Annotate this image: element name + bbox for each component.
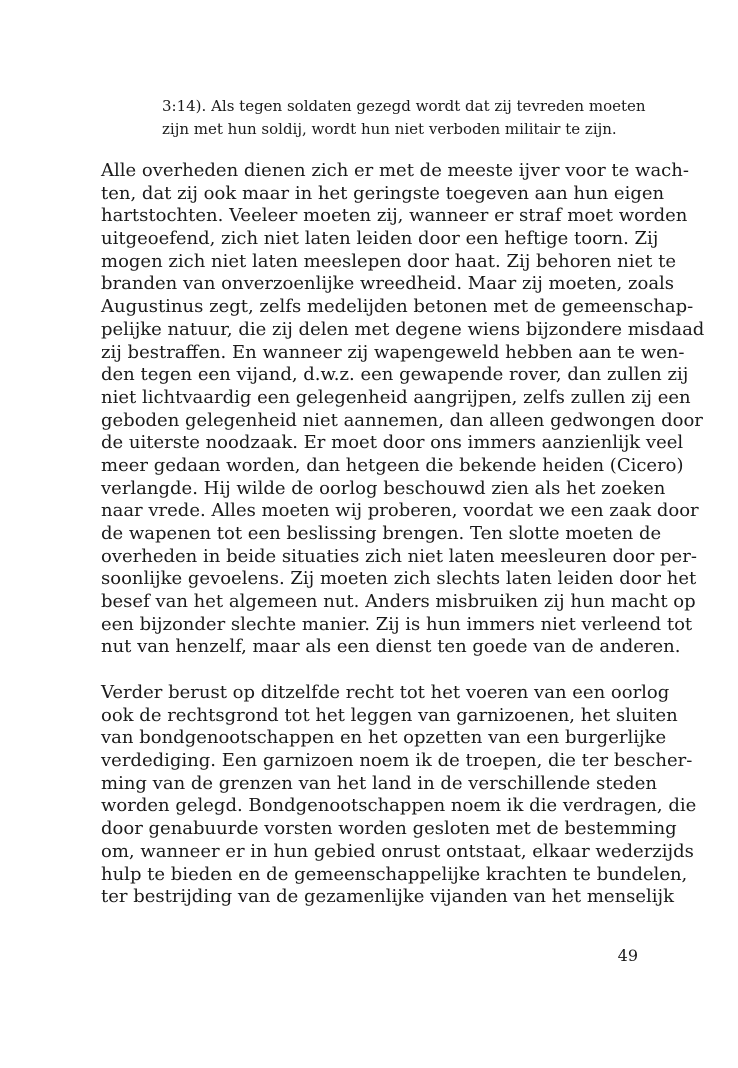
text-line: geboden gelegenheid niet aannemen, dan alleen gedwongen door bbox=[101, 409, 703, 431]
text-line: mogen zich niet laten meeslepen door haat. Zij behoren niet te bbox=[101, 250, 677, 272]
quote-line: 3:14). Als tegen soldaten gezegd wordt dat zij tevreden moeten bbox=[162, 97, 646, 115]
text-line: Augustinus zegt, zelfs medelijden betonen met de gemeenschap- bbox=[101, 296, 694, 318]
text-line: de uiterste noodzaak. Er moet door ons immers aanzienlijk veel bbox=[101, 432, 684, 454]
text-line: branden van onverzoenlijke wreedheid. Maar zij moeten, zoals bbox=[101, 273, 675, 295]
page-number: 49 bbox=[617, 946, 638, 965]
text-line: hartstochten. Veeleer moeten zij, wanneer er straf moet worden bbox=[101, 205, 688, 227]
text-line: ten, dat zij ook maar in het geringste toegeven aan hun eigen bbox=[101, 182, 665, 204]
text-line: overheden in beide situaties zich niet laten meesleuren door per- bbox=[101, 545, 697, 567]
quote-line: zijn met hun soldij, wordt hun niet verboden militair te zijn. bbox=[162, 120, 617, 138]
text-line: den tegen een vijand, d.w.z. een gewapende rover, dan zullen zij bbox=[101, 364, 689, 386]
text-line: verdediging. Een garnizoen noem ik de troepen, die ter bescher- bbox=[101, 750, 693, 772]
block-quote bbox=[162, 95, 646, 141]
text-line: Alle overheden dienen zich er met de meeste ijver voor te wach- bbox=[101, 160, 689, 181]
text-line: van bondgenootschappen en het opzetten van een burgerlijke bbox=[101, 727, 667, 749]
text-line: nut van henzelf, maar als een dienst ten goede van de anderen. bbox=[101, 636, 681, 658]
text-line: zij bestraffen. En wanneer zij wapengeweld hebben aan te wen- bbox=[101, 341, 685, 363]
text-line: de wapenen tot een beslissing brengen. Ten slotte moeten de bbox=[101, 523, 662, 544]
paragraph-2 bbox=[101, 682, 697, 909]
text-line: pelijke natuur, die zij delen met degene wiens bijzondere misdaad bbox=[101, 318, 705, 340]
text-line: besef van het algemeen nut. Anders misbruiken zij hun macht op bbox=[101, 591, 696, 613]
text-line: een bijzonder slechte manier. Zij is hun immers niet verleend tot bbox=[101, 613, 693, 635]
text-line: naar vrede. Alles moeten wij proberen, voordat we een zaak door bbox=[101, 500, 699, 522]
text-line: worden gelegd. Bondgenootschappen noem ik die verdragen, die bbox=[101, 795, 697, 817]
text-line: om, wanneer er in hun gebied onrust ontstaat, elkaar wederzijds bbox=[101, 840, 694, 862]
text-line: meer gedaan worden, dan hetgeen die bekende heiden (Cicero) bbox=[101, 454, 684, 476]
text-line: ook de rechtsgrond tot het leggen van garnizoenen, het sluiten bbox=[101, 704, 678, 726]
text-line: uitgeoefend, zich niet laten leiden door een heftige toorn. Zij bbox=[101, 228, 659, 250]
text-line: niet lichtvaardig een gelegenheid aangrijpen, zelfs zullen zij een bbox=[101, 386, 691, 408]
paragraph-1 bbox=[101, 160, 705, 659]
text-line: ming van de grenzen van het land in de verschillende steden bbox=[101, 772, 657, 794]
text-line: soonlijke gevoelens. Zij moeten zich slechts laten leiden door het bbox=[101, 568, 697, 590]
text-line: Verder berust op ditzelfde recht tot het voeren van een oorlog bbox=[101, 682, 670, 703]
text-line: ter bestrijding van de gezamenlijke vijanden van het menselijk bbox=[101, 886, 675, 908]
text-line: verlangde. Hij wilde de oorlog beschouwd zien als het zoeken bbox=[101, 477, 666, 499]
text-line: door genabuurde vorsten worden gesloten met de bestemming bbox=[101, 818, 677, 840]
text-line: hulp te bieden en de gemeenschappelijke krachten te bundelen, bbox=[101, 863, 688, 885]
